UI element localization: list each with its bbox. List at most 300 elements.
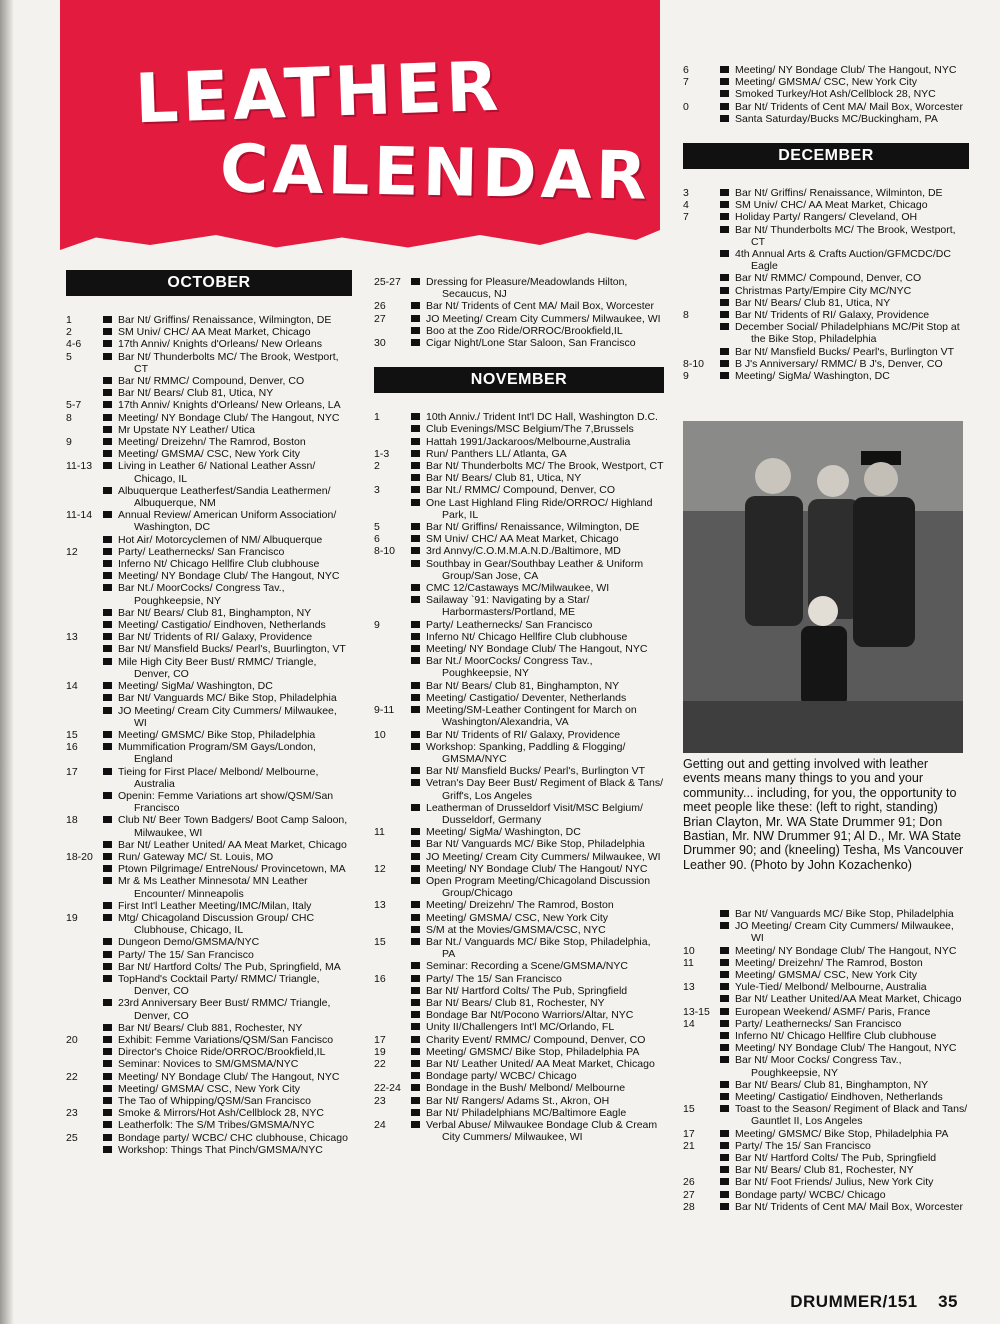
entry-text: Bar Nt/ Hartford Colts/ The Pub, Springfield, MA	[118, 960, 341, 973]
entry-date: 24	[374, 1119, 386, 1131]
entry-date: 13	[683, 981, 695, 994]
entry-text: Meeting/ GMSMA/ CSC, New York City	[735, 76, 918, 89]
entry-text: Christmas Party/Empire City MC/NYC	[735, 284, 912, 297]
entry-text: Bar Nt/ Griffins/ Renaissance, Wilmington, DE	[118, 314, 332, 326]
entry-text: Inferno Nt/ Chicago Hellfire Club clubhouse	[426, 630, 628, 643]
calendar-entry	[66, 1071, 352, 1083]
entry-date: 9	[374, 618, 380, 631]
calendar-entry	[66, 619, 352, 631]
calendar-entry	[683, 1152, 969, 1164]
calendar-entry	[374, 472, 664, 484]
calendar-entry	[66, 509, 352, 533]
bullet-square-icon	[103, 768, 112, 775]
bullet-square-icon	[103, 975, 112, 982]
bullet-square-icon	[103, 560, 112, 567]
bullet-square-icon	[411, 1011, 420, 1018]
calendar-entry	[374, 497, 664, 521]
entry-date: 0	[683, 100, 689, 113]
calendar-entry	[374, 912, 664, 924]
entry-text: Meeting/ NY Bondage Club/ The Hangout/ NYC	[426, 862, 648, 875]
bullet-square-icon	[411, 450, 420, 457]
calendar-entry	[374, 1095, 664, 1107]
calendar-entry	[683, 248, 969, 272]
bullet-square-icon	[411, 914, 420, 921]
bullet-square-icon	[411, 499, 420, 506]
calendar-entry	[683, 981, 969, 993]
entry-text: Bar Nt/ Bears/ Club 81, Binghampton, NY	[118, 606, 312, 619]
entry-text: S/M at the Movies/GMSMA/CSC, NYC	[426, 923, 606, 936]
bullet-square-icon	[103, 487, 112, 494]
calendar-entry	[374, 826, 664, 838]
bullet-square-icon	[411, 474, 420, 481]
bullet-square-icon	[720, 1032, 729, 1039]
calendar-entry	[683, 1128, 969, 1140]
calendar-entry	[374, 1046, 664, 1058]
calendar-entry	[374, 1070, 664, 1082]
calendar-entry	[683, 1201, 969, 1213]
calendar-entry	[66, 997, 352, 1021]
entry-text: Meeting/ GMSMA/ CSC, New York City	[426, 911, 609, 924]
entry-text: Bar Nt/ Tridents of Cent MA/ Mail Box, Worcester	[426, 300, 654, 313]
entry-text: B J's Anniversary/ RMMC/ B J's, Denver, CO	[735, 357, 943, 370]
calendar-entry	[374, 875, 664, 899]
entry-text: Southbay in Gear/Southbay Leather & Uniform Group/San Jose, CA	[426, 557, 644, 582]
calendar-entry	[66, 387, 352, 399]
entry-date: 19	[66, 911, 78, 924]
calendar-entry	[374, 533, 664, 545]
bullet-square-icon	[411, 926, 420, 933]
entry-text: Bondage in the Bush/ Melbond/ Melbourne	[426, 1082, 626, 1095]
calendar-entry	[66, 875, 352, 899]
calendar-entry	[683, 370, 969, 382]
bullet-square-icon	[103, 572, 112, 579]
bullet-square-icon	[720, 1093, 729, 1100]
entry-text: Living in Leather 6/ National Leather Assn/ Chicago, IL	[118, 460, 316, 485]
bullet-square-icon	[103, 902, 112, 909]
entry-text: Bar Nt/ Tridents of RI/ Galaxy, Providence	[118, 631, 313, 644]
entry-date: 19	[374, 1045, 386, 1058]
bullet-square-icon	[411, 339, 420, 346]
bullet-square-icon	[411, 621, 420, 628]
bullet-square-icon	[411, 987, 420, 994]
bullet-square-icon	[411, 425, 420, 432]
calendar-entry	[374, 863, 664, 875]
entry-text: Bar Nt/ Leather United/ AA Meat Market, Chicago	[118, 838, 347, 851]
calendar-entry	[374, 851, 664, 863]
bullet-square-icon	[411, 657, 420, 664]
entry-date: 14	[683, 1017, 695, 1030]
calendar-entry	[683, 1189, 969, 1201]
entry-text: Bar Nt/ Vanguards MC/ Bike Stop, Philadelphia	[118, 692, 337, 705]
calendar-entry	[66, 546, 352, 558]
entry-date: 16	[374, 972, 386, 985]
entry-date: 22	[66, 1070, 78, 1083]
calendar-entry	[683, 957, 969, 969]
entry-text: Seminar: Novices to SM/GMSMA/NYC	[118, 1058, 299, 1071]
entry-text: 10th Anniv./ Trident Int'l DC Hall, Washington D.C.	[426, 411, 658, 424]
calendar-entry	[66, 412, 352, 424]
bullet-square-icon	[411, 302, 420, 309]
calendar-entry	[683, 113, 969, 125]
calendar-entry	[66, 314, 352, 326]
bullet-square-icon	[103, 609, 112, 616]
bullet-square-icon	[720, 1154, 729, 1161]
entry-date: 13	[66, 631, 78, 644]
entry-text: Party/ The 15/ San Francisco	[426, 972, 562, 985]
calendar-entry	[66, 839, 352, 851]
entry-text: 4th Annual Arts & Crafts Auction/GFMCDC/DC Eagle	[735, 248, 951, 273]
entry-text: Meeting/ NY Bondage Club/ The Hangout, NYC	[118, 570, 340, 583]
entry-date: 25-27	[374, 276, 401, 288]
bullet-square-icon	[103, 340, 112, 347]
calendar-entry	[66, 436, 352, 448]
bullet-square-icon	[720, 1056, 729, 1063]
entry-text: Holiday Party/ Rangers/ Cleveland, OH	[735, 211, 918, 224]
calendar-entry	[374, 802, 664, 826]
calendar-entry	[66, 1095, 352, 1107]
bullet-square-icon	[720, 910, 729, 917]
calendar-entry	[374, 448, 664, 460]
bullet-square-icon	[720, 922, 729, 929]
entry-text: Meeting/ NY Bondage Club/ The Hangout, NYC	[118, 1070, 340, 1083]
bullet-square-icon	[103, 1146, 112, 1153]
calendar-entry	[374, 631, 664, 643]
bullet-square-icon	[720, 274, 729, 281]
entry-text: Inferno Nt/ Chicago Hellfire Club clubhouse	[118, 558, 320, 571]
bullet-square-icon	[720, 299, 729, 306]
entry-text: Bar Nt/ Leather United/AA Meat Market, Chicago	[735, 993, 962, 1006]
calendar-entry	[683, 358, 969, 370]
entry-text: Charity Event/ RMMC/ Compound, Denver, CO	[426, 1033, 646, 1046]
entry-text: Meeting/ NY Bondage Club/ The Hangout, NYC	[735, 1042, 957, 1055]
entry-text: Party/ The 15/ San Francisco	[735, 1139, 871, 1152]
bullet-square-icon	[103, 414, 112, 421]
entry-date: 10	[683, 944, 695, 957]
event-photo	[683, 421, 963, 753]
entry-date: 23	[374, 1094, 386, 1107]
bullet-square-icon	[720, 115, 729, 122]
page-footer	[790, 1292, 958, 1312]
entry-date: 11	[683, 956, 694, 969]
entry-text: Bar Nt/ Mansfield Bucks/ Pearl's, Buurlington, VT	[118, 643, 346, 656]
entry-text: Meeting/ Castigatio/ Deventer, Netherlands	[426, 691, 627, 704]
bullet-square-icon	[411, 560, 420, 567]
calendar-entry	[683, 76, 969, 88]
calendar-entry	[374, 411, 664, 423]
bullet-square-icon	[103, 353, 112, 360]
entry-text: SM Univ/ CHC/ AA Meat Market, Chicago	[426, 533, 619, 546]
calendar-entry	[66, 534, 352, 546]
bullet-square-icon	[411, 938, 420, 945]
entry-date: 12	[374, 862, 386, 875]
bullet-square-icon	[411, 596, 420, 603]
bullet-square-icon	[720, 66, 729, 73]
entry-text: Party/ The 15/ San Francisco	[118, 948, 254, 961]
banner-title-line1: LEATHER	[133, 47, 504, 140]
bullet-square-icon	[720, 287, 729, 294]
calendar-column-3-top	[683, 64, 969, 382]
bullet-square-icon	[103, 694, 112, 701]
bullet-square-icon	[720, 1044, 729, 1051]
bullet-square-icon	[103, 316, 112, 323]
entry-text: TopHand's Cocktail Party/ RMMC/ Triangle, Denver, CO	[118, 972, 320, 998]
entry-text: Tieing for First Place/ Melbond/ Melbourne, Australia	[118, 765, 319, 790]
calendar-entry	[683, 945, 969, 957]
bullet-square-icon	[411, 462, 420, 469]
entry-text: Meeting/ GMSMA/ CSC, New York City	[735, 969, 918, 982]
calendar-entry	[374, 276, 664, 300]
bullet-square-icon	[103, 707, 112, 714]
bullet-square-icon	[720, 323, 729, 330]
entry-text: Mr Upstate NY Leather/ Utica	[118, 423, 255, 436]
entry-text: Leatherfolk: The S/M Tribes/GMSMA/NYC	[118, 1119, 315, 1132]
calendar-entry	[683, 321, 969, 345]
entry-date: 26	[374, 300, 386, 313]
entry-text: Club Nt/ Beer Town Badgers/ Boot Camp Saloon, Milwaukee, WI	[118, 814, 348, 839]
bullet-square-icon	[720, 959, 729, 966]
entry-date: 12	[66, 545, 78, 558]
entry-text: Leatherman of Drusseldorf Visit/MSC Belgium/ Dusseldorf, Germany	[426, 801, 643, 826]
entry-date: 7	[683, 211, 689, 224]
calendar-entry	[374, 521, 664, 533]
entry-text: 17th Anniv/ Knights d'Orleans/ New Orleans, LA	[118, 399, 341, 412]
calendar-entry	[374, 545, 664, 557]
bullet-square-icon	[411, 682, 420, 689]
bullet-square-icon	[411, 962, 420, 969]
entry-text: Party/ Leathernecks/ San Francisco	[118, 545, 285, 558]
entry-text: Bar Nt/ Griffins/ Renaissance, Wilminton, DE	[735, 187, 943, 200]
calendar-entry	[66, 814, 352, 838]
bullet-square-icon	[411, 1109, 420, 1116]
bullet-square-icon	[720, 201, 729, 208]
entry-text: Yule-Tied/ Melbond/ Melbourne, Australia	[735, 981, 927, 994]
entry-text: Albuquerque Leatherfest/Sandia Leathermen/ Albuquerque, NM	[118, 484, 331, 510]
calendar-entry	[66, 582, 352, 606]
bullet-square-icon	[411, 840, 420, 847]
bullet-square-icon	[103, 1134, 112, 1141]
bullet-square-icon	[720, 1008, 729, 1015]
entry-text: Bondage party/ WCBC/ Chicago	[426, 1070, 577, 1083]
magazine-issue: DRUMMER/151	[790, 1292, 918, 1311]
entry-text: Sailaway `91: Navigating by a Star/ Harbormasters/Portland, ME	[426, 594, 590, 619]
bullet-square-icon	[103, 865, 112, 872]
bullet-square-icon	[103, 389, 112, 396]
entry-date: 21	[683, 1139, 695, 1152]
calendar-entry	[66, 643, 352, 655]
entry-text: Bar Nt/ Moor Cocks/ Congress Tav., Poughkeepsie, NY	[735, 1054, 902, 1079]
calendar-entry	[683, 64, 969, 76]
calendar-entry	[374, 1021, 664, 1033]
entry-text: Bondage party/ WCBC/ CHC clubhouse, Chicago	[118, 1131, 348, 1144]
entry-date: 11	[374, 826, 385, 839]
calendar-entry	[66, 766, 352, 790]
bullet-square-icon	[720, 971, 729, 978]
calendar-entry	[66, 1058, 352, 1070]
bullet-square-icon	[103, 377, 112, 384]
calendar-entry	[374, 1009, 664, 1021]
calendar-entry	[66, 1083, 352, 1095]
calendar-entry	[683, 297, 969, 309]
bullet-square-icon	[411, 1072, 420, 1079]
bullet-square-icon	[103, 999, 112, 1006]
entry-date: 11-13	[66, 460, 93, 473]
entry-text: Meeting/ Dreizehn/ The Ramrod, Boston	[735, 956, 923, 969]
calendar-entry	[683, 1030, 969, 1042]
entry-date: 1-3	[374, 447, 390, 460]
bullet-square-icon	[103, 1085, 112, 1092]
entry-date: 6	[683, 64, 689, 76]
entry-date: 26	[683, 1176, 695, 1189]
entry-text: Bar Nt/ Bears/ Club 881, Rochester, NY	[118, 1021, 303, 1034]
entry-date: 18	[66, 814, 78, 827]
calendar-entry	[683, 1079, 969, 1091]
entry-date: 15	[683, 1103, 695, 1116]
calendar-entry	[683, 211, 969, 223]
entry-text: Bar Nt/ Vanguards MC/ Bike Stop, Philadelphia	[426, 838, 645, 851]
entry-text: Meeting/ GMSMC/ Bike Stop, Philadelphia	[118, 728, 316, 741]
bullet-square-icon	[103, 328, 112, 335]
entry-text: Bar Nt/ Bears/ Club 81, Binghampton, NY	[426, 679, 620, 692]
calendar-entry	[374, 619, 664, 631]
entry-text: Meeting/ SigMa/ Washington, DC	[118, 680, 273, 693]
bullet-square-icon	[411, 731, 420, 738]
entry-date: 18-20	[66, 850, 93, 863]
calendar-entry	[374, 460, 664, 472]
bullet-square-icon	[720, 1020, 729, 1027]
bullet-square-icon	[411, 865, 420, 872]
bullet-square-icon	[411, 804, 420, 811]
entry-date: 7	[683, 76, 689, 89]
bullet-square-icon	[720, 1178, 729, 1185]
entry-date: 8-10	[683, 357, 705, 370]
calendar-entry	[374, 1082, 664, 1094]
calendar-entry	[374, 558, 664, 582]
calendar-entry	[66, 351, 352, 375]
bullet-square-icon	[411, 645, 420, 652]
entry-text: Boo at the Zoo Ride/ORROC/Brookfield,IL	[426, 324, 623, 337]
calendar-entry	[374, 936, 664, 960]
calendar-entry	[683, 187, 969, 199]
entry-text: Mtg/ Chicagoland Discussion Group/ CHC Clubhouse, Chicago, IL	[118, 911, 315, 937]
entry-text: Bar Nt./ MoorCocks/ Congress Tav., Poughkeepsie, NY	[118, 582, 285, 607]
calendar-entry	[66, 705, 352, 729]
entry-text: Bar Nt/ Tridents of RI/ Galaxy, Providence	[735, 309, 930, 322]
entry-text: Dressing for Pleasure/Meadowlands Hilton, Secaucus, NJ	[426, 276, 628, 301]
entry-text: Party/ Leathernecks/ San Francisco	[426, 618, 593, 631]
bullet-square-icon	[411, 975, 420, 982]
entry-date: 15	[374, 935, 386, 948]
entry-date: 9	[683, 370, 689, 383]
calendar-entry	[683, 101, 969, 113]
bullet-square-icon	[411, 278, 420, 285]
entry-text: Open Program Meeting/Chicagoland Discussion Group/Chicago	[426, 874, 651, 900]
entry-text: Bar Nt./ Vanguards MC/ Bike Stop, Philadelphia, PA	[426, 935, 651, 961]
bullet-square-icon	[411, 535, 420, 542]
bullet-square-icon	[720, 1130, 729, 1137]
entry-text: Bondage party/ WCBC/ Chicago	[735, 1188, 886, 1201]
bullet-square-icon	[103, 511, 112, 518]
entry-text: Club Evenings/MSC Belgium/The 7,Brussels	[426, 423, 634, 436]
entry-text: Bar Nt/ Rangers/ Adams St., Akron, OH	[426, 1094, 610, 1107]
entry-text: Vetran's Day Beer Bust/ Regiment of Black & Tans/ Griff's, Los Angeles	[426, 777, 664, 802]
calendar-entry	[683, 88, 969, 100]
calendar-entry	[66, 485, 352, 509]
entry-text: Inferno Nt/ Chicago Hellfire Club clubhouse	[735, 1030, 937, 1043]
calendar-entry	[374, 960, 664, 972]
bullet-square-icon	[411, 1036, 420, 1043]
entry-text: Workshop: Things That Pinch/GMSMA/NYC	[118, 1143, 323, 1156]
entry-date: 11-14	[66, 509, 93, 522]
bullet-square-icon	[103, 951, 112, 958]
calendar-entry	[66, 1119, 352, 1131]
entry-text: Bar Nt/ Griffins/ Renaissance, Wilmington, DE	[426, 521, 640, 534]
bullet-square-icon	[720, 103, 729, 110]
bullet-square-icon	[103, 877, 112, 884]
entry-date: 1	[66, 314, 72, 326]
entry-text: Bar Nt/ Foot Friends/ Julius, New York City	[735, 1176, 934, 1189]
entry-text: Meeting/ NY Bondage Club/ The Hangout, NYC	[118, 411, 340, 424]
calendar-entry	[683, 1164, 969, 1176]
entry-text: Meeting/ GMSMA/ CSC, New York City	[118, 1082, 301, 1095]
calendar-entry	[374, 899, 664, 911]
entry-date: 5-7	[66, 399, 82, 412]
bullet-square-icon	[411, 901, 420, 908]
bullet-square-icon	[720, 1166, 729, 1173]
bullet-square-icon	[411, 315, 420, 322]
calendar-entry	[374, 729, 664, 741]
bullet-square-icon	[103, 633, 112, 640]
calendar-entry	[374, 838, 664, 850]
bullet-square-icon	[103, 401, 112, 408]
entry-text: Meeting/ NY Bondage Club/ The Hangout, NYC	[426, 643, 648, 656]
entry-text: Meeting/ GMSMC/ Bike Stop, Philadelphia PA	[426, 1045, 640, 1058]
calendar-entry	[66, 692, 352, 704]
entry-text: Workshop: Spanking, Paddling & Flogging/ GMSMA/NYC	[426, 740, 626, 765]
entry-text: Bar Nt/ Thunderbolts MC/ The Brook, Westport, CT	[118, 350, 339, 375]
bullet-square-icon	[103, 621, 112, 628]
calendar-entry	[374, 655, 664, 679]
calendar-entry	[374, 300, 664, 312]
entry-text: The Tao of Whipping/QSM/San Francisco	[118, 1095, 311, 1107]
entry-text: Bar Nt/ Philadelphians MC/Baltimore Eagle	[426, 1106, 627, 1119]
calendar-entry	[374, 741, 664, 765]
entry-text: Meeting/ Castigatio/ Eindhoven, Netherlands	[118, 619, 326, 632]
entry-date: 9-11	[374, 704, 395, 717]
calendar-entry	[683, 1091, 969, 1103]
entry-text: Bar Nt/ Mansfield Bucks/ Pearl's, Burlington VT	[426, 765, 646, 778]
calendar-entry	[683, 309, 969, 321]
entry-date: 20	[66, 1033, 78, 1046]
calendar-entry	[66, 570, 352, 582]
bullet-square-icon	[411, 1060, 420, 1067]
bullet-square-icon	[720, 1191, 729, 1198]
calendar-entry	[374, 436, 664, 448]
bullet-square-icon	[411, 743, 420, 750]
calendar-entry	[66, 900, 352, 912]
photo-illustration	[683, 421, 963, 753]
entry-date: 13	[374, 899, 386, 912]
calendar-entry	[374, 704, 664, 728]
calendar-entry	[374, 692, 664, 704]
entry-text: Meeting/ GMSMC/ Bike Stop, Philadelphia PA	[735, 1127, 949, 1140]
entry-text: Meeting/ NY Bondage Club/ The Hangout, NYC	[735, 64, 957, 76]
calendar-column-1	[66, 270, 352, 1156]
calendar-entry	[66, 338, 352, 350]
bullet-square-icon	[411, 828, 420, 835]
entry-date: 8	[66, 411, 72, 424]
entry-text: One Last Highland Fling Ride/ORROC/ Highland Park, IL	[426, 496, 653, 521]
bullet-square-icon	[411, 584, 420, 591]
